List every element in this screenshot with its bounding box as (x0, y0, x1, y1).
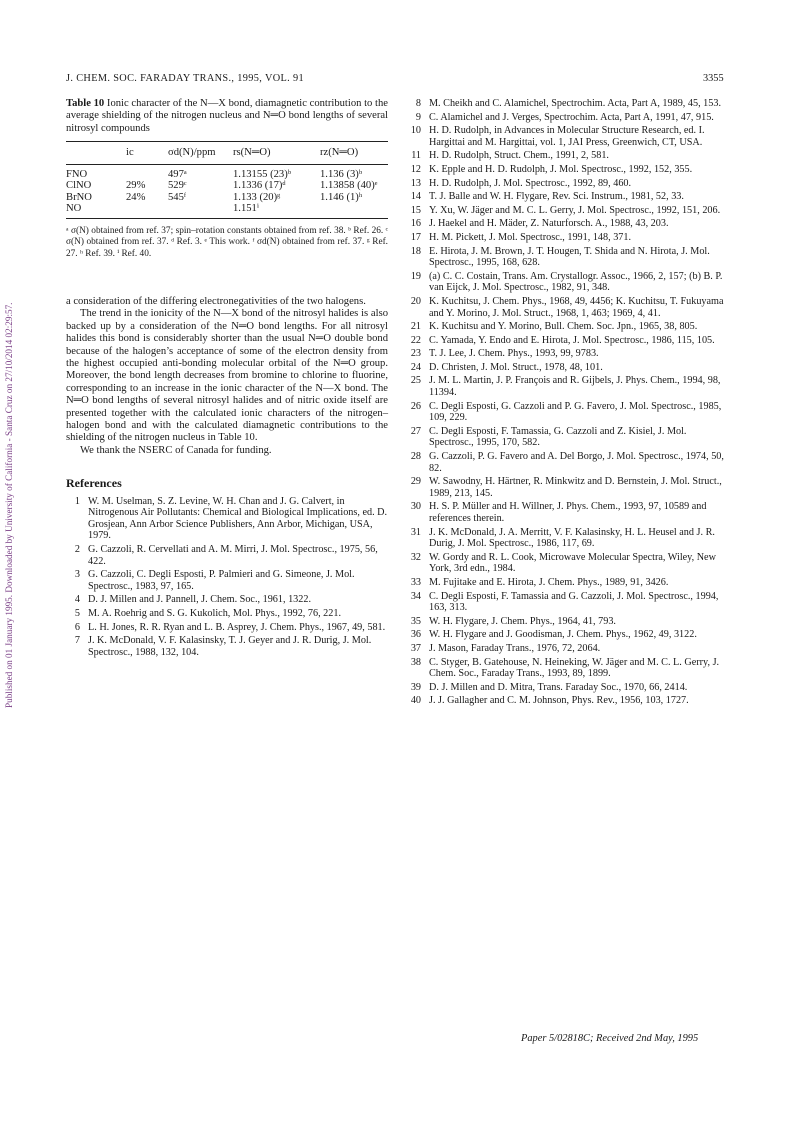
reference-text: K. Epple and H. D. Rudolph, J. Mol. Spectrosc., 1992, 152, 355. (429, 163, 693, 175)
reference-number: 25 (410, 375, 421, 387)
reference-number: 11 (411, 150, 421, 162)
table-cell (126, 164, 168, 180)
reference-item (407, 125, 729, 148)
reference-number: 9 (415, 111, 421, 123)
reference-text: E. Hirota, J. M. Brown, J. T. Hougen, T. Shida and N. Hirota, J. Mol. Spectrosc., 1995, 168, 628. (429, 245, 710, 269)
table-caption-text: Ionic character of the N—X bond, diamagnetic contribution to the average shielding of the nitrogen nucleus and N═O bond lengths of several nitrosyl compounds (66, 98, 388, 134)
reference-number: 14 (410, 191, 421, 203)
table-cell: FNO (66, 168, 88, 180)
reference-text: C. Degli Esposti, F. Tamassia, G. Cazzoli and Z. Kisiel, J. Mol. Spectrosc., 1995, 170, 582. (429, 425, 687, 449)
reference-text: W. M. Uselman, S. Z. Levine, W. H. Chan and J. G. Calvert, in Nitrogenous Air Pollutants: Chemical and Biological Implications, ed. D. Grosjean, Ann Arbor Science Publishers, Ann Arbor, Michigan, USA, 1979. (88, 495, 388, 542)
reference-text: T. J. Balle and W. H. Flygare, Rev. Sci. Instrum., 1981, 52, 33. (429, 191, 684, 203)
table-cell: 24% (126, 191, 146, 203)
reference-number: 32 (410, 551, 421, 563)
table-footnotes: ᵃ σ(N) obtained from ref. 37; spin–rotation constants obtained from ref. 38. ᵇ Ref. 26. ᶜ σ(N) obtained from ref. 37. ᵈ Ref. 3. ᵉ This work. ᶠ σd(N) obtained from ref. 37. ᵍ Ref. 27. ʰ Ref. 39. ⁱ Ref. 40. (66, 226, 388, 259)
page-number: 3355 (703, 73, 724, 84)
reference-item (407, 296, 729, 319)
reference-text: C. Styger, B. Gatehouse, N. Heineking, W. Jäger and M. C. L. Gerry, J. Chem. Soc., Faraday Trans., 1993, 89, 1899. (429, 656, 720, 680)
references-list-right (407, 98, 729, 707)
reference-number: 5 (74, 607, 80, 619)
reference-item (66, 569, 388, 592)
reference-text: J. M. L. Martin, J. P. François and R. Gijbels, J. Phys. Chem., 1994, 98, 11394. (429, 375, 721, 399)
reference-number: 38 (410, 656, 421, 668)
reference-text: H. D. Rudolph, J. Mol. Spectrosc., 1992, 89, 460. (429, 177, 632, 189)
table-cell: BrNO (66, 191, 92, 203)
reference-number: 8 (415, 98, 421, 109)
reference-item (407, 191, 729, 203)
reference-text: D. J. Millen and J. Pannell, J. Chem. Soc., 1961, 1322. (88, 594, 311, 606)
reference-text: D. Christen, J. Mol. Struct., 1978, 48, 101. (429, 361, 603, 373)
table-cell (320, 203, 388, 218)
reference-number: 40 (410, 695, 421, 707)
reference-number: 39 (410, 681, 421, 693)
reference-number: 12 (410, 163, 421, 175)
reference-number: 20 (410, 295, 421, 307)
reference-text: H. S. P. Müller and H. Willner, J. Phys. Chem., 1993, 97, 10589 and references therein. (429, 501, 707, 524)
reference-number: 33 (410, 576, 421, 588)
reference-item (407, 178, 729, 190)
table-header-cell: σd(N)/ppm (168, 142, 233, 164)
table-cell: 1.13858 (40)ᵉ (320, 180, 378, 192)
reference-text: (a) C. C. Costain, Trans. Am. Crystallogr. Assoc., 1966, 2, 157; (b) B. P. van Eijck, J. Mol. Spectrosc., 1982, 91, 348. (429, 270, 723, 294)
reference-number: 17 (410, 231, 421, 243)
right-column (407, 98, 729, 709)
reference-item (66, 608, 388, 620)
reference-item (407, 695, 729, 707)
table-cell: 29% (126, 180, 146, 192)
reference-item (66, 635, 388, 658)
table-cell: 1.13155 (23)ᵇ (233, 168, 292, 180)
reference-number: 16 (410, 218, 421, 230)
reference-item (407, 591, 729, 614)
reference-item (66, 544, 388, 567)
reference-number: 6 (74, 621, 80, 633)
body-paragraph: The trend in the ionicity of the N—X bond of the nitrosyl halides is also backed up by a consideration of the N═O bond lengths. For all nitrosyl halides this bond is considerably shorter than the usual N═O double bond because of the halogen’s acceptance of some of the electron density from the highest occupied anti-bonding molecular orbital of the N═O group. Moreover, the bond length decreases from bromine to chlorine to fluorine, corresponding to an increase in the ionic character of the N—X bond. The N═O bond lengths of several nitrosyl halides and of nitric oxide itself are presented together with the calculated ionic characters of the nitrogen–halogen bond and with the calculated diamagnetic contributions to the shielding of the nitrogen nucleus in Table 10. (66, 308, 388, 444)
reference-item (407, 321, 729, 333)
body-text (66, 296, 388, 457)
reference-item (407, 164, 729, 176)
reference-text: K. Kuchitsu and Y. Morino, Bull. Chem. Soc. Jpn., 1965, 38, 805. (429, 321, 698, 333)
reference-text: J. Mason, Faraday Trans., 1976, 72, 2064. (429, 642, 601, 654)
reference-number: 13 (410, 177, 421, 189)
reference-item (407, 98, 729, 110)
reference-text: D. J. Millen and D. Mitra, Trans. Faraday Soc., 1970, 66, 2414. (429, 681, 688, 693)
reference-item (407, 205, 729, 217)
reference-number: 26 (410, 400, 421, 412)
reference-item (407, 552, 729, 575)
reference-text: W. H. Flygare, J. Chem. Phys., 1964, 41, 793. (429, 615, 616, 627)
reference-item (407, 112, 729, 124)
reference-text: H. D. Rudolph, Struct. Chem., 1991, 2, 581. (429, 150, 609, 162)
table-cell (126, 203, 168, 218)
reference-item (407, 218, 729, 230)
table-header-cell: rz(N═O) (320, 142, 388, 164)
reference-text: J. J. Gallagher and C. M. Johnson, Phys. Rev., 1956, 103, 1727. (429, 695, 689, 707)
reference-number: 34 (410, 590, 421, 602)
reference-item (407, 271, 729, 294)
table-cell (168, 203, 233, 218)
reference-text: G. Cazzoli, P. G. Favero and A. Del Borgo, J. Mol. Spectrosc., 1974, 50, 82. (429, 451, 724, 474)
table-cell: ClNO (66, 180, 92, 192)
reference-number: 29 (410, 476, 421, 488)
table-cell: 497ᵃ (168, 168, 187, 180)
reference-item (407, 362, 729, 374)
reference-text: H. M. Pickett, J. Mol. Spectrosc., 1991, 148, 371. (429, 231, 632, 243)
reference-number: 37 (410, 642, 421, 654)
reference-text: M. A. Roehrig and S. G. Kukolich, Mol. Phys., 1992, 76, 221. (88, 607, 341, 619)
table-header-cell: rs(N═O) (233, 142, 320, 164)
reference-number: 36 (410, 629, 421, 641)
reference-text: Y. Xu, W. Jäger and M. C. L. Gerry, J. Mol. Spectrosc., 1992, 151, 206. (429, 204, 721, 216)
table-header-row (66, 142, 388, 164)
reference-text: G. Cazzoli, C. Degli Esposti, P. Palmieri and G. Simeone, J. Mol. Spectrosc., 1983, 97, 165. (88, 569, 355, 592)
reference-number: 23 (410, 348, 421, 360)
reference-item (66, 622, 388, 634)
reference-number: 2 (74, 543, 80, 555)
reference-number: 24 (410, 361, 421, 373)
reference-item (407, 246, 729, 269)
reference-item (407, 629, 729, 641)
reference-item (407, 577, 729, 589)
table-cell: 1.133 (20)ᵍ (233, 191, 281, 203)
table-row (66, 203, 388, 218)
table-cell: NO (66, 203, 126, 218)
reference-item (407, 401, 729, 424)
reference-item (407, 426, 729, 449)
table-cell: 1.1336 (17)ᵈ (233, 180, 286, 192)
table-header-cell (66, 142, 126, 164)
reference-item (407, 476, 729, 499)
reference-text: T. J. Lee, J. Chem. Phys., 1993, 99, 9783. (429, 348, 599, 360)
reference-item (407, 616, 729, 628)
reference-item (407, 643, 729, 655)
reference-number: 7 (74, 635, 80, 647)
reference-number: 4 (74, 594, 80, 606)
acknowledgement: We thank the NSERC of Canada for funding. (80, 444, 272, 456)
reference-text: L. H. Jones, R. R. Ryan and L. B. Asprey, J. Chem. Phys., 1967, 49, 581. (88, 621, 386, 633)
reference-text: J. K. McDonald, V. F. Kalasinsky, T. J. Geyer and J. R. Durig, J. Mol. Spectrosc., 1988, 132, 104. (88, 635, 372, 658)
ionic-character-table (66, 141, 388, 219)
reference-item (407, 527, 729, 550)
reference-item (407, 335, 729, 347)
table-header-cell: ic (126, 142, 168, 164)
table-row (66, 192, 388, 204)
reference-text: H. D. Rudolph, in Advances in Molecular Structure Research, ed. I. Hargittai and M. Hargittai, vol. 1, JAI Press, Greenwich, CT, USA. (429, 125, 705, 148)
table-cell: 1.146 (1)ʰ (320, 191, 363, 203)
reference-number: 30 (410, 501, 421, 513)
table-cell: 1.136 (3)ᵇ (320, 168, 363, 180)
reference-item (66, 496, 388, 542)
running-head: J. CHEM. SOC. FARADAY TRANS., 1995, VOL. 91 (66, 73, 304, 84)
table-cell: 529ᶜ (168, 180, 187, 192)
reference-number: 21 (410, 321, 421, 333)
reference-item (407, 501, 729, 524)
reference-text: W. Sawodny, H. Härtner, R. Minkwitz and D. Bernstein, J. Mol. Struct., 1989, 213, 145. (429, 476, 722, 499)
reference-number: 22 (410, 334, 421, 346)
reference-item (66, 594, 388, 606)
reference-item (407, 232, 729, 244)
reference-text: W. H. Flygare and J. Goodisman, J. Chem. Phys., 1962, 49, 3122. (429, 629, 697, 641)
reference-number: 10 (410, 125, 421, 137)
reference-text: C. Yamada, Y. Endo and E. Hirota, J. Mol. Spectrosc., 1986, 115, 105. (429, 334, 715, 346)
references-heading: References (66, 476, 122, 491)
reference-number: 31 (410, 526, 421, 538)
reference-number: 19 (410, 270, 421, 282)
reference-number: 28 (410, 451, 421, 463)
reference-text: M. Cheikh and C. Alamichel, Spectrochim. Acta, Part A, 1989, 45, 153. (429, 98, 722, 109)
reference-text: G. Cazzoli, R. Cervellati and A. M. Mirri, J. Mol. Spectrosc., 1975, 56, 422. (88, 543, 378, 567)
reference-number: 27 (410, 425, 421, 437)
reference-text: C. Degli Esposti, F. Tamassia and G. Cazzoli, J. Mol. Spectrosc., 1994, 163, 313. (429, 590, 719, 614)
reference-item (407, 375, 729, 398)
reference-item (407, 150, 729, 162)
reference-item (407, 348, 729, 360)
reference-item (407, 682, 729, 694)
reference-number: 35 (410, 615, 421, 627)
body-paragraph: a consideration of the differing electronegativities of the two halogens. (66, 295, 366, 307)
table-cell: 1.151ⁱ (233, 203, 320, 218)
references-list-left (66, 496, 388, 659)
table-caption (66, 98, 388, 135)
reference-number: 15 (410, 204, 421, 216)
reference-text: M. Fujitake and E. Hirota, J. Chem. Phys., 1989, 91, 3426. (429, 576, 669, 588)
reference-text: J. K. McDonald, J. A. Merritt, V. F. Kalasinsky, H. L. Heusel and J. R. Durig, J. Mol. Spectrosc., 1986, 117, 69. (429, 526, 715, 550)
reference-text: W. Gordy and R. L. Cook, Microwave Molecular Spectra, Wiley, New York, 3rd edn., 1984. (429, 551, 716, 575)
table-label: Table 10 (66, 98, 105, 109)
reference-text: J. Haekel and H. Mäder, Z. Naturforsch. A., 1988, 43, 203. (429, 218, 669, 230)
reference-number: 1 (74, 495, 80, 507)
table-row (66, 180, 388, 192)
reference-item (407, 657, 729, 680)
publication-margin-note: Published on 01 January 1995. Downloaded by University of California - Santa Cruz on 27/10/2014 02:29:57. (4, 302, 14, 708)
reference-number: 3 (74, 569, 80, 581)
left-column (66, 98, 388, 660)
reference-text: C. Degli Esposti, G. Cazzoli and P. G. Favero, J. Mol. Spectrosc., 1985, 109, 229. (429, 400, 722, 424)
table-cell: 545ᶠ (168, 191, 187, 203)
reference-text: K. Kuchitsu, J. Chem. Phys., 1968, 49, 4456; K. Kuchitsu, T. Fukuyama and Y. Morino, J. Mol. Struct., 1968, 1, 463; 1969, 4, 41. (429, 295, 724, 319)
reference-text: C. Alamichel and J. Verges, Spectrochim. Acta, Part A, 1991, 47, 915. (429, 111, 714, 123)
table-row (66, 164, 388, 180)
reference-item (407, 451, 729, 474)
paper-received-note: Paper 5/02818C; Received 2nd May, 1995 (521, 1033, 699, 1044)
reference-number: 18 (410, 245, 421, 257)
